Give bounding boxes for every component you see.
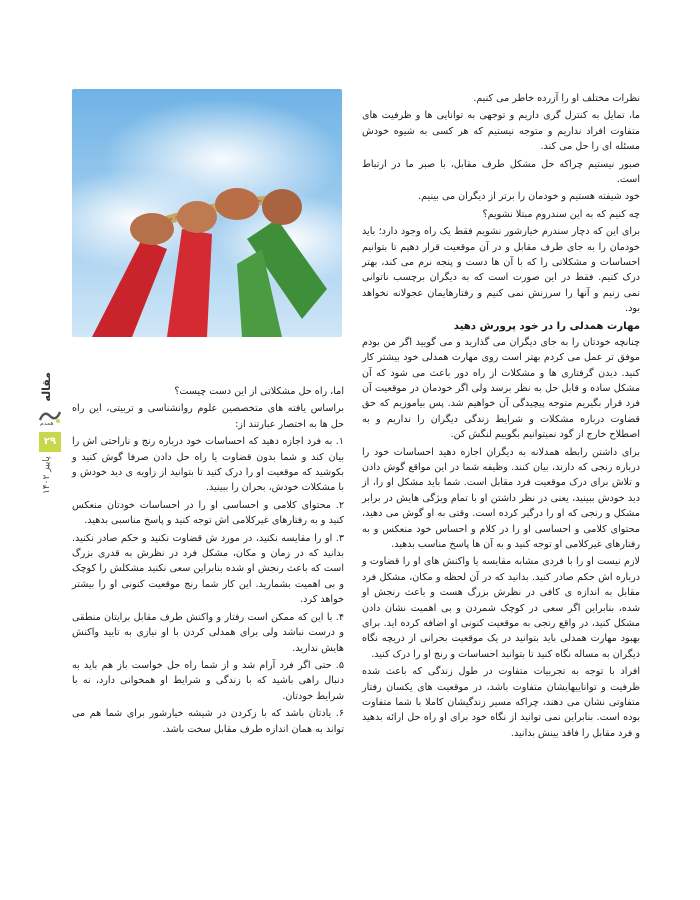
page-number: ۲۹ — [39, 432, 61, 452]
magazine-name: همدم — [40, 420, 54, 426]
list-item: ۵. حتی اگر فرد آرام شد و از شما راه حل خواست باز هم باید به دنبال راهی باشید که با زندگی و شرایط او همخوانی دارد، نه با شرایط خودتان. — [72, 659, 344, 702]
article-photo — [72, 89, 342, 337]
paragraph: صبور نیستیم چراکه حل مشکل طرف مقابل، با صبر ما در ارتباط است. — [362, 158, 640, 186]
magazine-logo — [38, 406, 62, 426]
list-item: ۴. با این که ممکن است رفتار و واکنش طرف مقابل برایتان منطقی و درست نباشد ولی برای همدلی کردن با او نیازی به تایید واکنش هایش ندارید. — [72, 611, 344, 654]
list-item: ۳. او را مقایسه نکنید، در مورد ش قضاوت نکنید و حکم صادر نکنید. بدانید که در زمان و مکان، مشکل فرد در نظرش به قدری بزرگ است که باعث رنجش او شده بنابراین سعی نکنید مشکلش را کوچک و بی اهمیت بشمارید. این کار شما رنج موقعیت کنونی او را بیشتر خواهد کرد. — [72, 532, 344, 606]
paragraph: ما، تمایل به کنترل گری داریم و توجهی به توانایی ها و ظرفیت های متفاوت افراد نداریم و متوجه نیستیم که هر کسی به شیوه خودش مسئله ای را حل می کند. — [362, 110, 640, 153]
question: اما، راه حل مشکلاتی از این دست چیست؟ — [174, 386, 344, 397]
section-label: مقاله — [40, 372, 53, 402]
right-column — [362, 91, 640, 743]
paragraph: براساس یافته های متخصصین علوم روانشناسی و تربیتی، این راه حل ها به اختصار عبارتند از: — [72, 403, 344, 430]
paragraph: افراد با توجه به تجربیات متفاوت در طول زندگی که باعث شده ظرفیت و تواناییهایشان متفاوت باشد، در موقعیت های یکسان رفتار متفاوتی نشان می دهند، چراکه مسیر زندگیشان کاملا با شما متفاوت بوده است. بنابراین نمی توانید از نگاه خود برای او راه حل ارائه بدهید و فرد مقابل را فاقد بینش بدانید. — [362, 666, 640, 739]
issue-date: پاییز ۱۴۰۲ — [42, 456, 52, 494]
paragraph: چنانچه خودتان را به جای دیگران می گذارید و می گویید اگر من بودم موفق تر عمل می کردم بهتر است روی مهارت همدلی خود بیشتر کار کنید. دیدن گرفتاری ها و مشکلات از راه دور باعث می شود که آن مشکل ساده و قابل حل به نظر برسد ولی اگر خودمان در موقعیت آن فرد قرار بگیریم متوجه پیچیدگی آن خواهیم شد. پس بیاموزیم که حق قضاوت درباره مشکلات و شرایط زندگی دیگران را نداریم و به اصطلاح خارج از گود نمیتوانیم بگوییم لنگش کن. — [362, 336, 640, 441]
paragraph: برای این که دچار سندرم خیارشور نشویم فقط یک راه وجود دارد؛ باید خودمان را به جای طرف مقابل و در آن موقعیت قرار دهیم تا بتوانیم احساسات و مشکلاتی را که با آن ها دست و پنجه نرم می کند، بهتر درک کنیم. فقط در این صورت است که به دیگران برچسب ناتوانی نمی زنیم و آنها را سرزنش نمی کنیم و رفتارهایمان عجولانه نخواهد بود. — [362, 226, 640, 315]
list-item: ۱. به فرد اجازه دهید که احساسات خود درباره رنج و ناراحتی اش را بیان کند و شما بدون قضاوت یا راه حل دادن صرفا گوش کنید و بکوشید که موقعیت او را درک کنید تا بتوانید از زاویه ی دید خودش و با مشکلات خودش، بحران را ببینید. — [72, 436, 344, 494]
list-item: ۶. یادتان باشد که با زکردن در شیشه خیارشور برای شما هم می تواند به همان اندازه طرف مقابل سخت باشد. — [72, 708, 344, 735]
list-item: ۲. محتوای کلامی و احساسی او را در احساسات خودتان منعکس کنید و به رفتارهای غیرکلامی اش توجه کنید و پاسخ مناسبی بدهید. — [72, 499, 344, 527]
section-heading: مهارت همدلی را در خود پرورش دهید — [453, 320, 640, 332]
paragraph: خود شیفته هستیم و خودمان را برتر از دیگران می بینیم. — [418, 191, 640, 203]
paragraph: نظرات مختلف او را آزرده خاطر می کنیم. — [473, 93, 640, 104]
paragraph: برای داشتن رابطه همدلانه به دیگران اجازه دهید احساسات خود را درباره رنجی که دارند، بیان کنند. وظیفه شما در این مواقع گوش دادن و تلاش برای درک موقعیت فرد مقابل است. شما باید مشکل او را، از دید خودش ببینید، یعنی در نظر داشتن او با تمام ویژگی هایش در برابر مشکل و رنجی که او را درگیر کرده است. وقتی به او گوش می دهید، محتوای کلامی و احساسی او را در کلام و احساس خود منعکس و به رفتارهای غیرکلامی او توجه کنید و به آن ها پاسخ مناسب بدهید. — [362, 446, 640, 550]
paragraph: چه کنیم که به این سندروم مبتلا نشویم؟ — [482, 208, 640, 220]
paragraph: لازم نیست او را با فردی مشابه مقایسه یا واکنش های او را قضاوت و درباره اش حکم صادر کنید. بدانید که در آن لحظه و مکان، مشکل فرد مقابل به اندازه ی کافی در نظرش بزرگ هست و باعث رنجش او شده، بنابراین اگر سعی در کوچک شمردن و بی اهمیت نشان دادن مشکل کنید، در واقع رنجی به موقعیت کنونی او اضافه کرده اید. برای بهبود مهارت همدلی باید بتوانید در یک موقعیت بحرانی از دریچه نگاه دیگران به مساله نگاه کنید تا بتوانید احساسات و رنج او را درک کنید. — [362, 556, 640, 660]
left-column — [72, 384, 344, 739]
